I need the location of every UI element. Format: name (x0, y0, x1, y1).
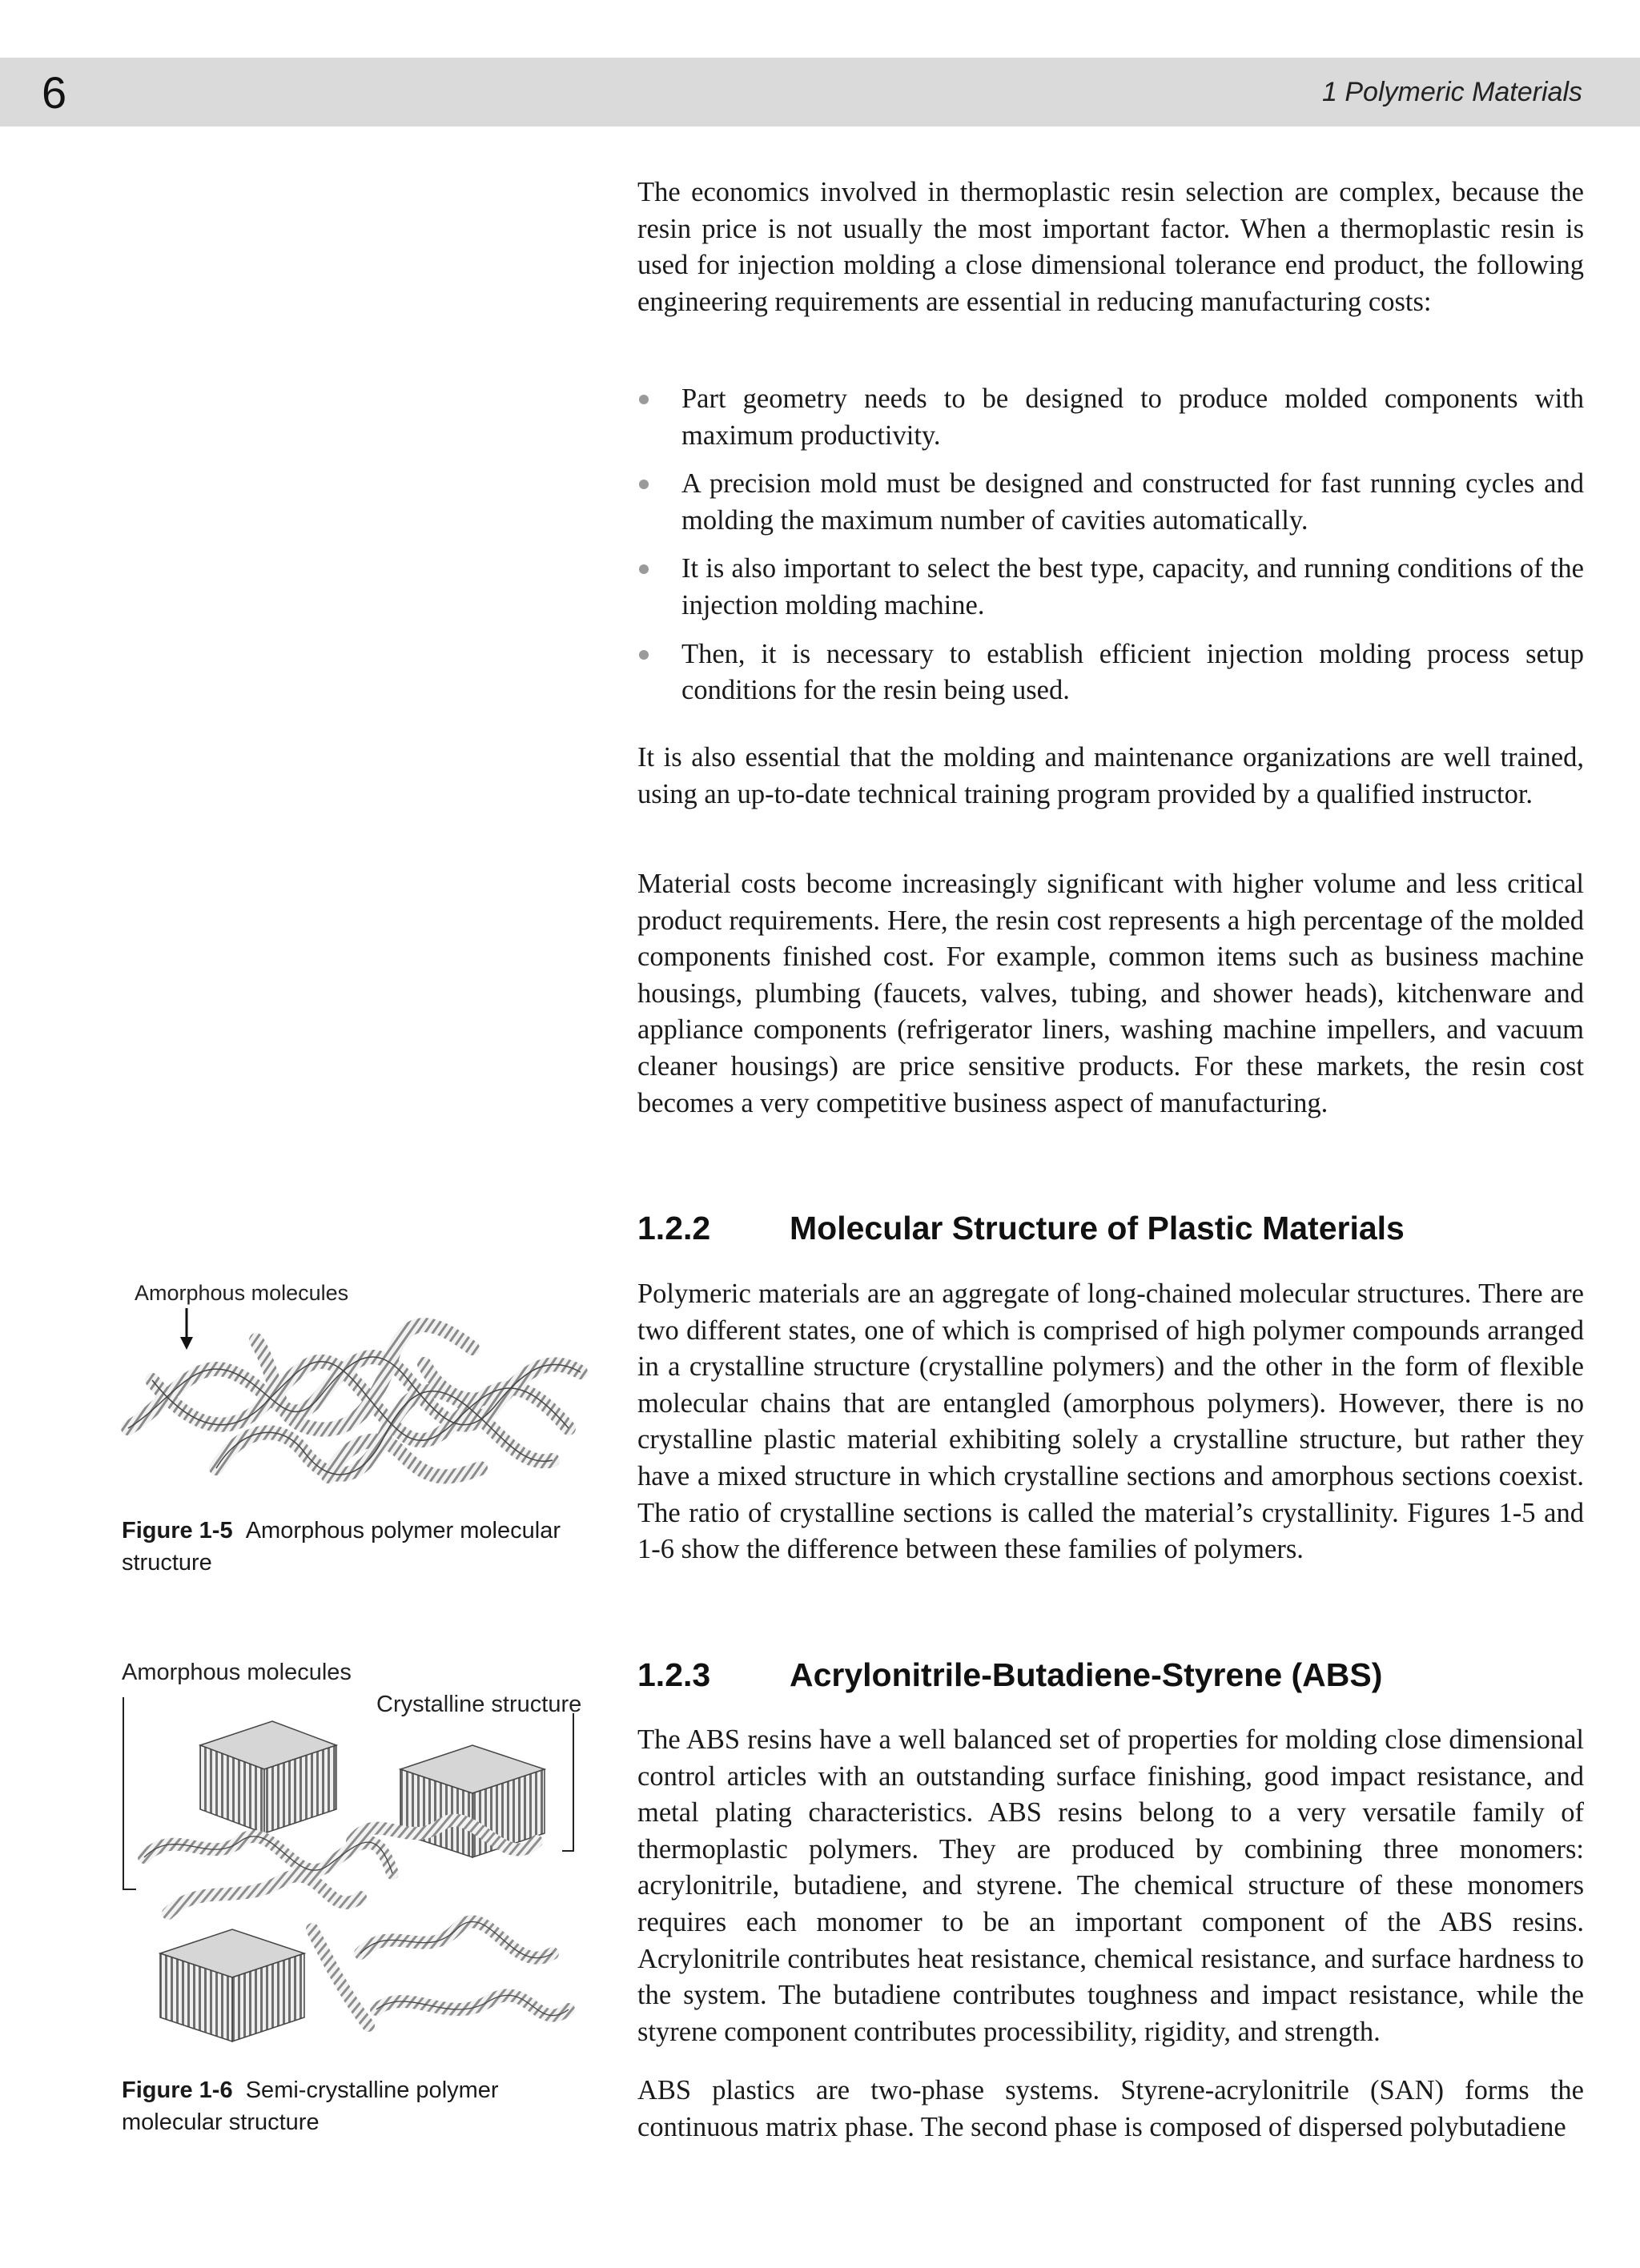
section-number: 1.2.3 (637, 1656, 711, 1693)
section-number: 1.2.2 (637, 1210, 711, 1246)
training-paragraph: It is also essential that the molding and maintenance organizations are well trained, using an up-to-date technical training program provided by a qualified instructor. (637, 742, 1584, 809)
section-title: Molecular Structure of Plastic Materials (790, 1210, 1405, 1246)
caption-number: Figure 1-5 (122, 1518, 233, 1543)
abs-paragraph-2: ABS plastics are two-phase systems. Styrene-acrylonitrile (SAN) forms the continuous matrix phase. The second phase is composed of dispersed polybutadiene (637, 2075, 1584, 2142)
figure-1-6-label-crystalline: Crystalline structure (376, 1692, 582, 1717)
section-heading-1-2-3 (637, 1655, 1584, 1695)
bullet-icon (639, 395, 649, 404)
crystalline-bracket (562, 1713, 573, 1851)
section-title: Acrylonitrile-Butadiene-Styrene (ABS) (790, 1656, 1383, 1693)
amorphous-bracket (123, 1697, 136, 1889)
molecular-structure-paragraph: Polymeric materials are an aggregate of long-chained molecular structures. There are two different states, one of which is comprised of high polymer compounds arranged in a crystalline structure (crystalline polymers) and the other in the form of flexible molecular chains that are entangled (amorphous polymers). However, there is no crystalline plastic material exhibiting solely a crystalline structure, but rather they have a mixed structure in which crystalline sections and amorphous sections coexist. The ratio of crystalline sections is called the material’s crystallinity. Figures 1-5 and 1-6 show the difference between these families of polymers. (637, 1279, 1584, 1565)
caption-text: Semi-crystalline polymer molecular structure (122, 2077, 499, 2135)
page-number: 6 (42, 67, 67, 118)
figure-1-5-illustration (120, 1308, 589, 1497)
caption-text: Amorphous polymer molecular structure (122, 1518, 561, 1576)
list-item: It is also important to select the best type, capacity, and running conditions of the injection molding machine. (637, 551, 1584, 624)
figure-1-6-illustration (120, 1689, 585, 2057)
list-item: Then, it is necessary to establish efficient injection molding process setup conditions for the resin being used. (637, 636, 1584, 709)
figure-1-6-caption (122, 2074, 594, 2138)
list-item: A precision mold must be designed and constructed for fast running cycles and molding the maximum number of cavities automatically. (637, 466, 1584, 539)
list-item: Part geometry needs to be designed to produce molded components with maximum productivity. (637, 381, 1584, 454)
bullet-icon (639, 480, 649, 489)
abs-paragraph-1: The ABS resins have a well balanced set of properties for molding close dimensional control articles with an outstanding surface finishing, good impact resistance, and metal plating characteristics. ABS resins belong to a very versatile family of thermoplastic polymers. They are produced by combining three monomers: acrylonitrile, butadiene, and styrene. The chemical structure of these monomers requires each monomer to be an important component of the ABS resins. Acrylonitrile contributes heat resistance, chemical resistance, and surface hardness to the system. The butadiene contributes toughness and impact resistance, while the styrene component contributes processibility, rigidity, and strength. (637, 1724, 1584, 2047)
bullet-icon (639, 564, 649, 574)
figure-1-5-label: Amorphous molecules (135, 1281, 349, 1305)
requirements-list (637, 381, 1584, 721)
material-costs-paragraph: Material costs become increasingly significant with higher volume and less critical product requirements. Here, the resin cost represents a high percentage of the molded components finished cost. For example, common items such as business machine housings, plumbing (faucets, valves, tubing, and shower heads), kitchenware and appliance components (refrigerator liners, washing machine impellers, and vacuum cleaner housings) are price sensitive products. For these markets, the resin cost becomes a very competitive business aspect of manufacturing. (637, 869, 1584, 1118)
figure-1-5-caption (122, 1515, 594, 1579)
running-head: 1 Polymeric Materials (1322, 77, 1582, 107)
section-heading-1-2-2 (637, 1208, 1584, 1248)
figure-1-6-label-amorphous: Amorphous molecules (122, 1660, 352, 1685)
caption-number: Figure 1-6 (122, 2077, 233, 2103)
intro-paragraph: The economics involved in thermoplastic resin selection are complex, because the resin price is not usually the most important factor. When a thermoplastic resin is used for injection molding a close dimensional tolerance end product, the following engineering requirements are essential in reducing manufacturing costs: (637, 177, 1584, 317)
bullet-icon (639, 650, 649, 660)
